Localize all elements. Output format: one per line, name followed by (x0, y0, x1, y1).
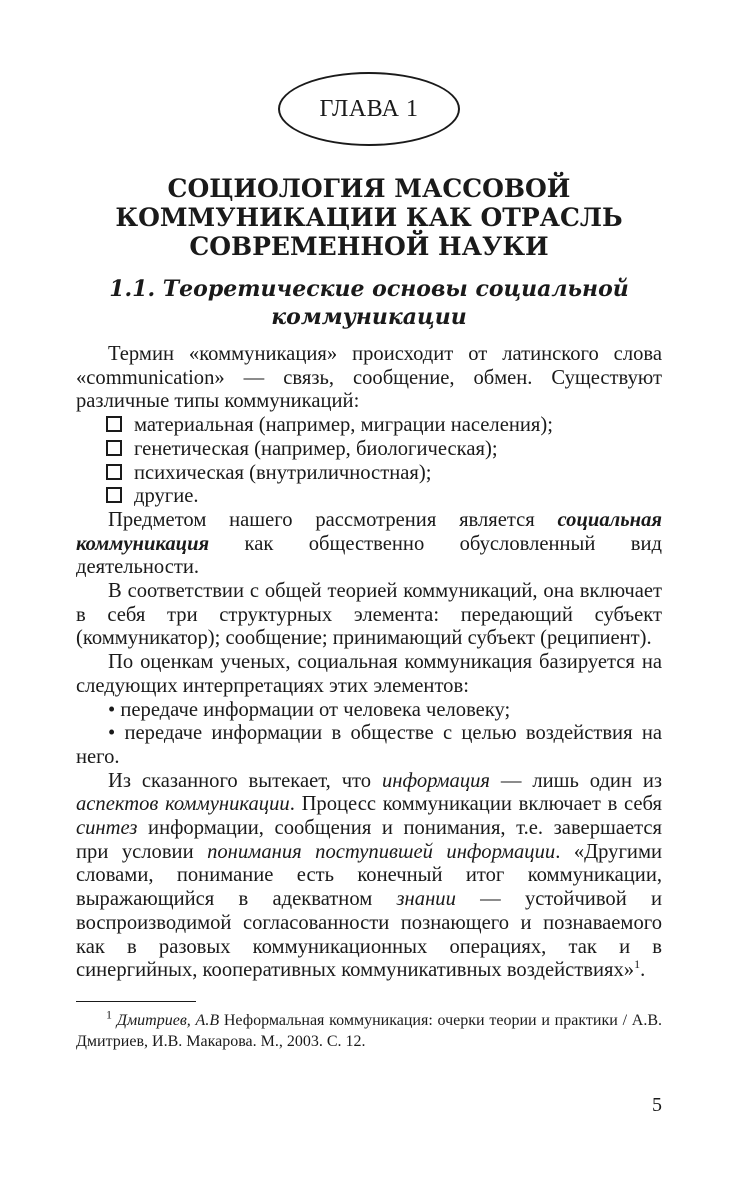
section-title (76, 275, 662, 331)
emphasis: понимания поступившей информации (207, 840, 556, 863)
footnote-mark: 1 (106, 1007, 112, 1022)
text-run: — лишь один из (490, 769, 662, 792)
list-item-text: другие. (134, 485, 199, 508)
text-run: Предметом нашего рассмотрения является (108, 508, 558, 531)
bullet-paragraph (76, 722, 662, 769)
emphasis: информация (381, 769, 490, 792)
list-item-text: генетическая (например, биологическая); (134, 437, 498, 460)
text-run: . (640, 959, 646, 982)
body-text (76, 343, 662, 983)
paragraph (76, 509, 662, 580)
text-run: как общественно обусловленный вид деятельности. (76, 532, 662, 579)
text-run: Из сказанного вытекает, что (108, 769, 382, 792)
list-item (76, 414, 662, 438)
footnote-text: Неформальная коммуникация: очерки теории и практики / А.В. Дмитриев, И.В. Макарова. М., 2003. С. 12. (76, 1011, 663, 1050)
section-title-line: 1.1. Теоретические основы социальной (109, 276, 629, 302)
bullet-icon: • (108, 722, 125, 745)
bullet-paragraph (76, 699, 662, 723)
emphasis: синтез (76, 817, 138, 840)
bullet-text: передаче информации от человека человеку; (120, 698, 511, 721)
chapter-label: ГЛАВА 1 (278, 72, 460, 146)
emphasis: аспектов коммуникации (76, 793, 290, 816)
chapter-title-line: СОЦИОЛОГИЯ МАССОВОЙ (167, 174, 571, 203)
text-run: . «Другими словами, понимание есть конечный итог коммуникации, выражающийся в адекватном (76, 840, 662, 911)
list-item-text: материальная (например, миграции населения); (134, 414, 553, 437)
footnote-author: Дмитриев, А.В (116, 1011, 220, 1029)
page-number: 5 (652, 1094, 662, 1116)
list-item (76, 485, 662, 509)
chapter-title (76, 174, 662, 261)
paragraph (76, 770, 662, 983)
chapter-title-line: СОВРЕМЕННОЙ НАУКИ (189, 232, 549, 261)
list-item-text: психическая (внутриличностная); (134, 461, 432, 484)
text-run: информации, сообщения и понимания, т.е. завершается при условии (76, 817, 662, 863)
footnote-reference[interactable]: 1 (634, 957, 641, 972)
chapter-header (76, 72, 662, 164)
chapter-title-line: КОММУНИКАЦИИ КАК ОТРАСЛЬ (115, 203, 623, 232)
text-run: . Процесс коммуникации включает в себя (289, 793, 662, 816)
checkbox-bullet-icon (106, 440, 122, 456)
checkbox-bullet-icon (106, 487, 122, 503)
section-title-line: коммуникации (271, 304, 467, 330)
text-run: — устойчивой и воспроизводимой согласованности познающего и познаваемого как в разовых коммуникационных операциях, так и в синергийных, кооперативных коммуникативных воздействиях» (76, 888, 662, 982)
paragraph: Термин «коммуникация» происходит от латинского слова «communication» — связь, сообщение, обмен. Существуют различные типы коммуникаций: (76, 343, 662, 413)
checkbox-bullet-icon (106, 464, 122, 480)
paragraph: По оценкам ученых, социальная коммуникация базируется на следующих интерпретациях этих элементов: (76, 651, 662, 697)
bullet-icon: • (108, 698, 121, 721)
footnote (76, 1007, 663, 1052)
page (76, 0, 662, 1052)
list-item (76, 438, 662, 462)
paragraph: В соответствии с общей теорией коммуникаций, она включает в себя три структурных элемента: передающий субъект (коммуникатор); сообщение; принимающий субъект (реципиент). (76, 580, 662, 650)
footnote-divider (76, 1001, 196, 1002)
emphasis: знании (396, 888, 456, 911)
bullet-text: передаче информации в обществе с целью воздействия на него. (76, 722, 663, 768)
list-item (76, 462, 662, 486)
emphasis: социальная коммуникация (76, 508, 662, 555)
checkbox-bullet-icon (106, 416, 122, 432)
